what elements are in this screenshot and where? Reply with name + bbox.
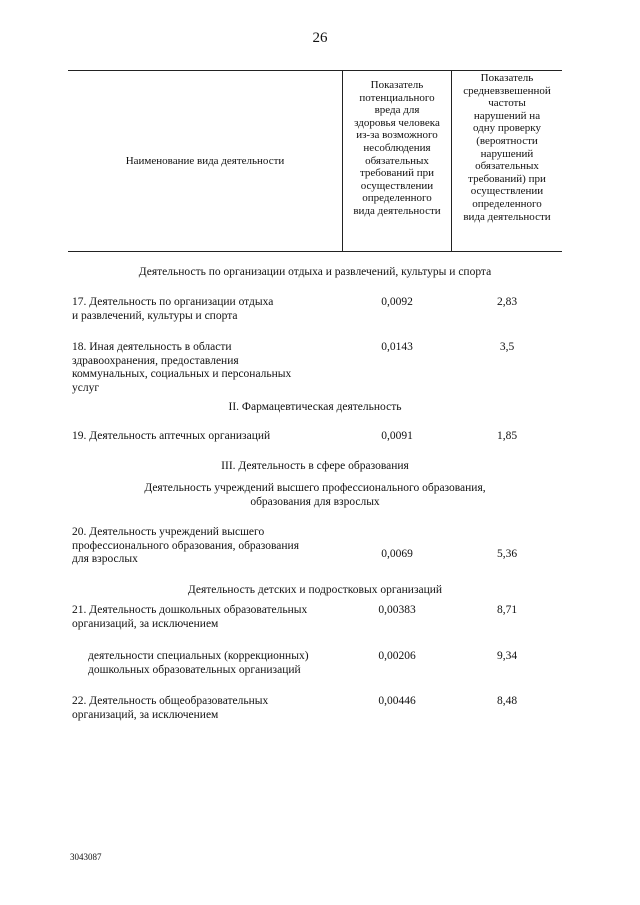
column-header-activity-name: Наименование вида деятельности xyxy=(125,154,285,167)
row-harm-value: 0,00383 xyxy=(378,604,416,616)
table-row xyxy=(0,526,640,586)
row-activity-name: 20. Деятельность учреждений высшего профессионального образования, образования для взрослых xyxy=(72,526,299,565)
column-header-frequency-indicator: Показатель средневзвешенной частоты нарушений на одну проверку (вероятности нарушений обязательных требований) при осуществлении определенного вида деятельности xyxy=(451,71,562,251)
section-heading-leisure: Деятельность по организации отдыха и развлечений, культуры и спорта xyxy=(138,266,492,278)
row-harm-value: 0,0143 xyxy=(381,341,413,353)
row-harm-value: 0,0091 xyxy=(381,430,413,442)
row-frequency-value: 2,83 xyxy=(496,296,518,308)
section-heading-higher-education: Деятельность учреждений высшего профессионального образования, образования для взрослых xyxy=(144,482,486,508)
page-number: 26 xyxy=(312,30,328,46)
row-frequency-value: 5,36 xyxy=(496,548,518,560)
document-code: 3043087 xyxy=(70,852,102,862)
row-frequency-value: 3,5 xyxy=(499,341,515,353)
row-activity-name: 21. Деятельность дошкольных образовательных организаций, за исключением xyxy=(72,604,308,630)
row-activity-name: 17. Деятельность по организации отдыха и развлечений, культуры и спорта xyxy=(72,296,274,322)
row-harm-value: 0,00206 xyxy=(378,650,416,662)
row-harm-value: 0,0069 xyxy=(381,548,413,560)
section-heading-children: Деятельность детских и подростковых организаций xyxy=(187,584,443,596)
row-frequency-value: 8,48 xyxy=(496,695,518,707)
row-harm-value: 0,00446 xyxy=(378,695,416,707)
section-heading-pharma: II. Фармацевтическая деятельность xyxy=(228,401,402,413)
row-activity-name: 19. Деятельность аптечных организаций xyxy=(72,430,271,442)
row-activity-name: 22. Деятельность общеобразовательных организаций, за исключением xyxy=(72,695,269,721)
row-harm-value: 0,0092 xyxy=(381,296,413,308)
column-header-harm-indicator: Показатель потенциального вреда для здоровья человека из-за возможного несоблюдения обязательных требований при осуществлении определенного вида деятельности xyxy=(342,71,451,251)
row-frequency-value: 8,71 xyxy=(496,604,518,616)
row-frequency-value: 9,34 xyxy=(496,650,518,662)
section-heading-education: III. Деятельность в сфере образования xyxy=(221,460,409,472)
table-row xyxy=(0,695,640,755)
table-header xyxy=(68,70,562,252)
row-activity-name: 18. Иная деятельность в области здравоохранения, предоставления коммунальных, социальных и персональных услуг xyxy=(72,341,292,394)
row-activity-name: деятельности специальных (коррекционных) дошкольных образовательных организаций xyxy=(88,650,309,676)
row-frequency-value: 1,85 xyxy=(496,430,518,442)
table-row xyxy=(0,341,640,401)
